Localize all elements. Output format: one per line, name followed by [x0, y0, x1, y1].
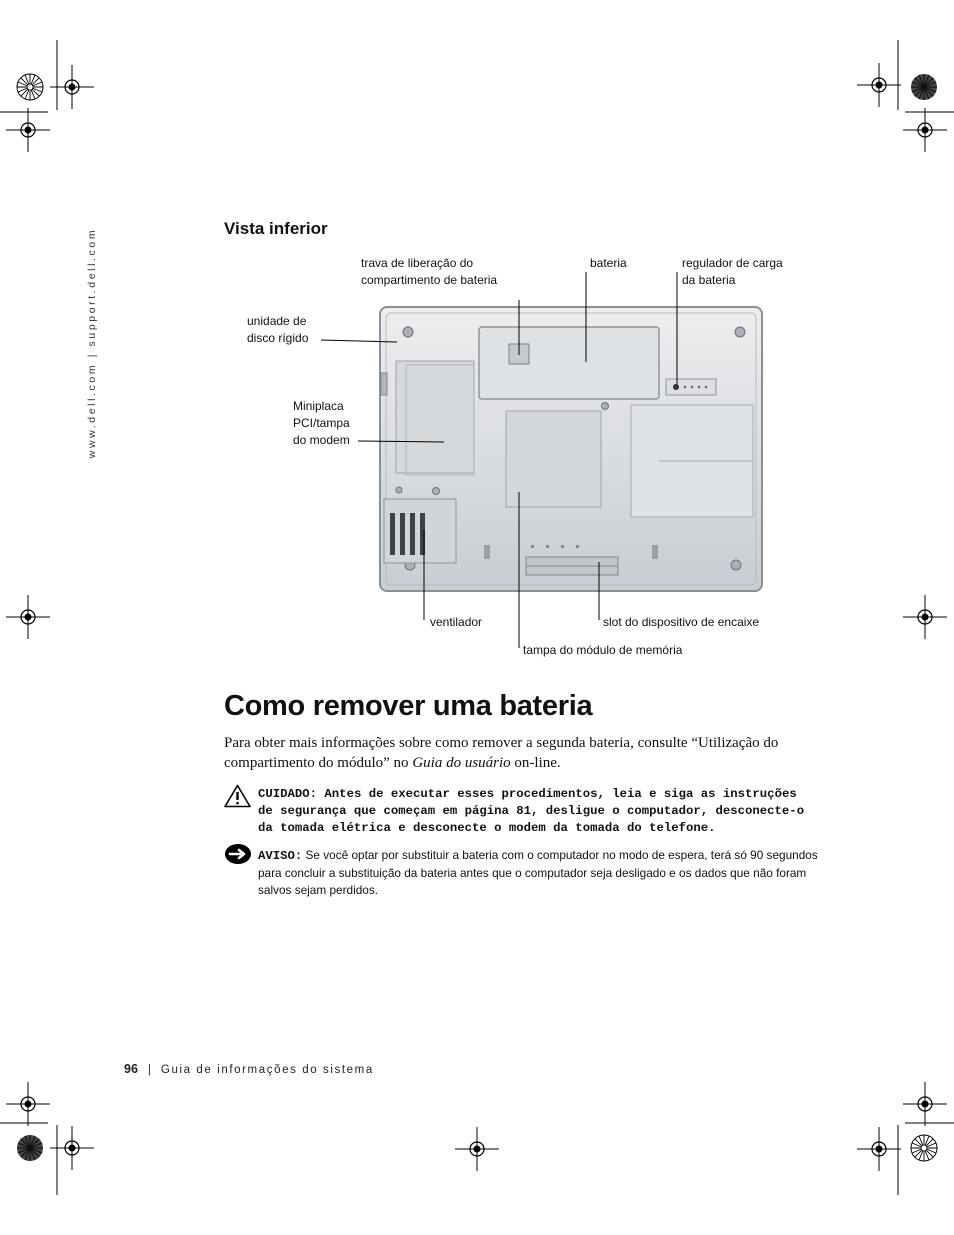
- footer-guide-title: Guia de informações do sistema: [160, 1064, 374, 1076]
- figure-heading: Vista inferior: [224, 219, 328, 238]
- callout-memory-cover: tampa do módulo de memória: [523, 643, 683, 657]
- guide-title-italic: Guia do usuário: [412, 755, 511, 771]
- callout-battery: bateria: [590, 256, 627, 270]
- callout-docking-slot: slot do dispositivo de encaixe: [603, 615, 760, 629]
- callout-charge-gauge: regulador de carga da bateria: [682, 256, 783, 287]
- intro-paragraph: Para obter mais informações sobre como remover a segunda bateria, consulte “Utilização do compartimento do módulo” no Guia do usuário on-line.: [224, 735, 779, 771]
- page-number: 96: [124, 1062, 138, 1076]
- callout-hard-drive: unidade de disco rígido: [247, 314, 309, 345]
- notice-text: Se você optar por substituir a bateria com o computador no modo de espera, terá só 90 segundos para concluir a substituição da bateria antes que o computador seja desligado e os dados que não foram salvos sejam perdidos.: [258, 848, 818, 897]
- notice-note: [258, 847, 818, 899]
- notice-label: AVISO:: [258, 849, 303, 863]
- page-footer: [124, 1062, 374, 1076]
- caution-label: CUIDADO:: [258, 787, 318, 801]
- caution-note: [258, 786, 818, 837]
- callout-fan: ventilador: [430, 615, 483, 629]
- callout-mini-pci: Miniplaca PCI/tampa do modem: [293, 399, 350, 447]
- caution-icon: [224, 784, 251, 808]
- callout-battery-latch: trava de liberação do compartimento de bateria: [361, 256, 498, 287]
- notice-icon: [224, 843, 252, 865]
- sidebar-url-text: www.dell.com | support.dell.com: [86, 227, 98, 459]
- caution-text: Antes de executar esses procedimentos, leia e siga as instruções de segurança que começam em página 81, desligue o computador, desconecte-o da tomada elétrica e desconecte o modem da tomada do telefone.: [258, 787, 805, 835]
- section-title: Como remover uma bateria: [224, 690, 593, 722]
- footer-separator: |: [147, 1064, 151, 1076]
